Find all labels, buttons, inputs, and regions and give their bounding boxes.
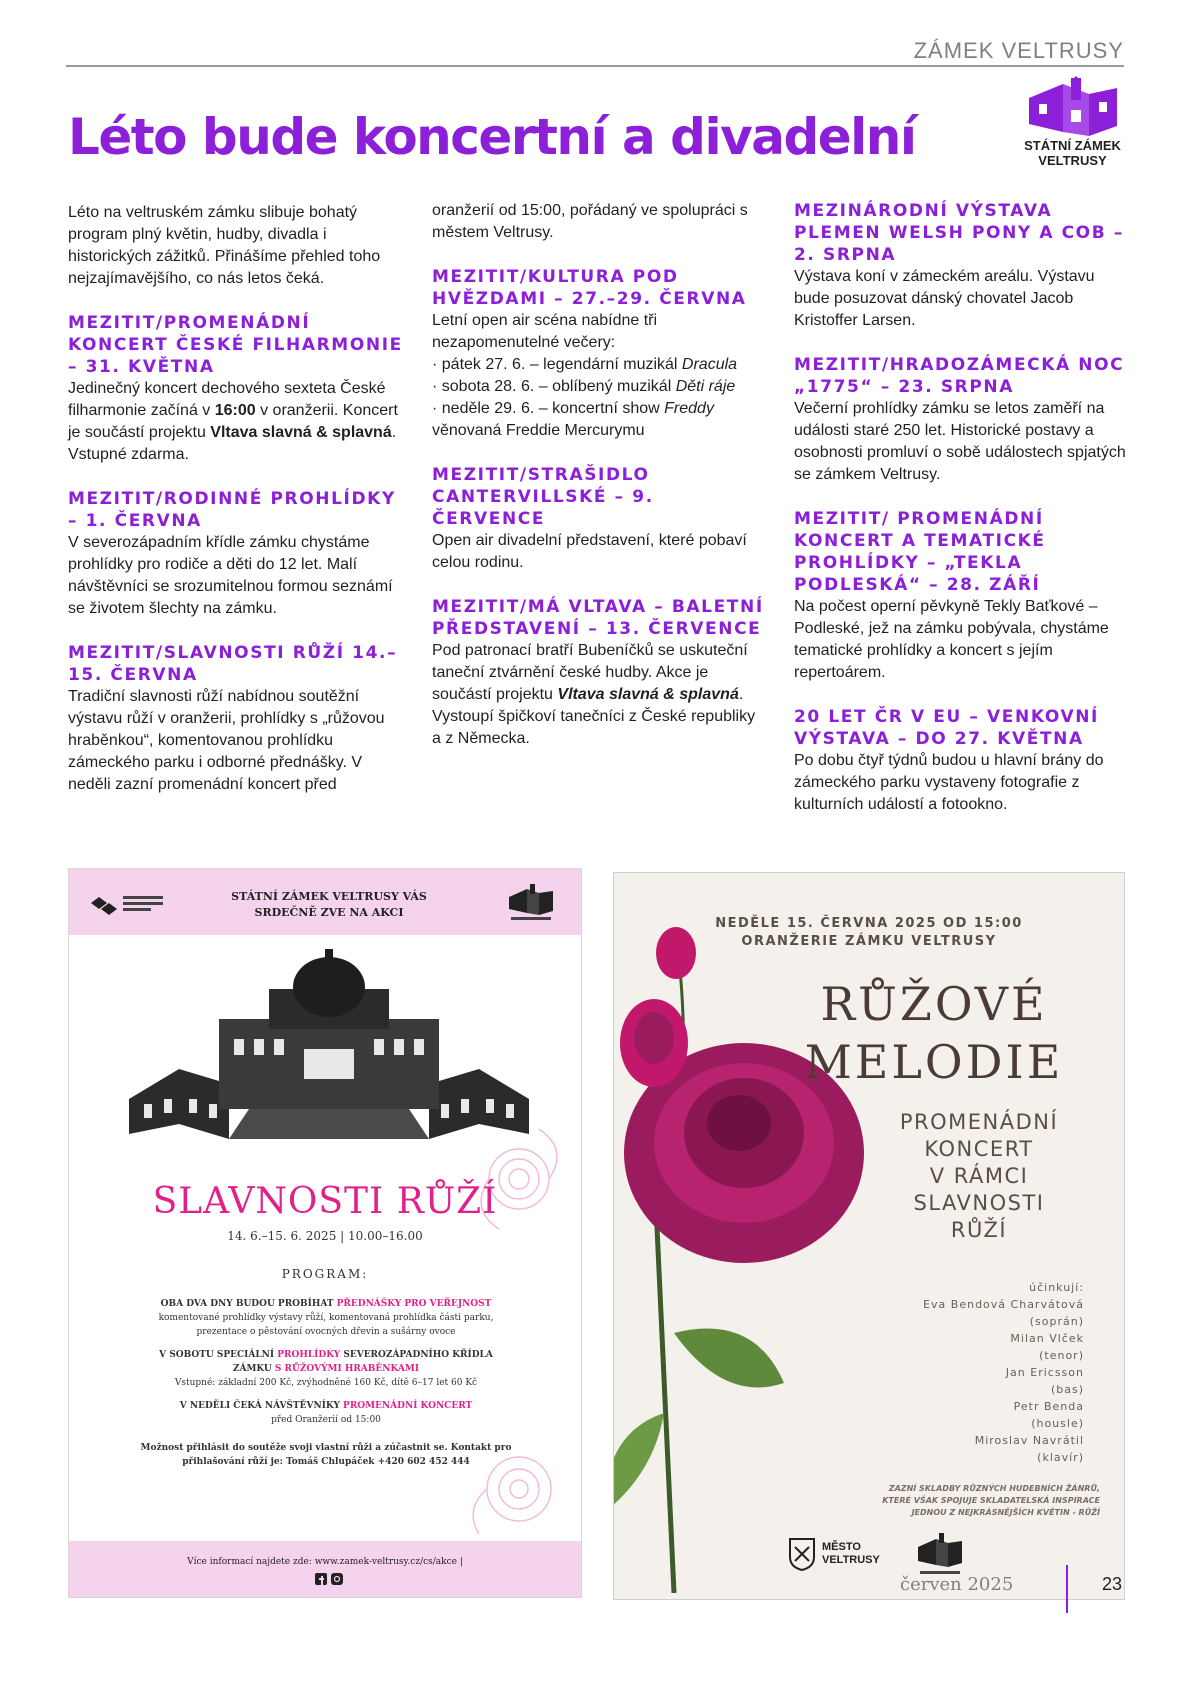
poster-title: SLAVNOSTI RŮŽÍ [152, 1181, 498, 1222]
section-text: Po dobu čtyř týdnů budou u hlavní brány do zámeckého parku vystaveny fotografie z kulturních událostí a fotookno. [794, 752, 1104, 813]
poster-invitation: STÁTNÍ ZÁMEK VELTRUSY VÁS SRDEČNĚ ZVE NA AKCI [231, 890, 427, 919]
poster-performers: účinkují: Eva Bendová Charvátová (soprán) Milan Vlček (tenor) Jan Ericsson (bas) Petr Benda (housle) Miroslav Navrátil (klavír) [923, 1281, 1084, 1464]
mesto-veltrusy-logo: MĚSTO VELTRUSY [788, 1533, 888, 1577]
page-title: Léto bude koncertní a divadelní [68, 108, 916, 166]
logo-line-1: STÁTNÍ ZÁMEK [1024, 138, 1121, 153]
poster-program-label: PROGRAM: [281, 1267, 369, 1281]
poster-title: RŮŽOVÉ MELODIE [804, 977, 1064, 1089]
article-column-1 [68, 202, 403, 796]
poster-note: ZAZNÍ SKLADBY RŮZNÝCH HUDEBNÍCH ŽÁNRŮ, KTERÉ VŠAK SPOJUJE SKLADATELSKÁ INSPIRACE JEDNOU Z NEJKRÁSNĚJŠÍCH KVĚTIN - RŮŽÍ [882, 1484, 1100, 1517]
footer-divider [1066, 1565, 1068, 1613]
poster-date: NEDĚLE 15. ČERVNA 2025 OD 15:00 ORANŽERIE ZÁMKU VELTRUSY [715, 916, 1023, 949]
section-heading: 20 LET ČR V EU – VENKOVNÍ VÝSTAVA – DO 27. KVĚTNA [794, 707, 1099, 749]
castle-logo-icon [501, 881, 561, 923]
poster-subtitle: PROMENÁDNÍ KONCERT V RÁMCI SLAVNOSTI RŮŽÍ [899, 1110, 1059, 1242]
section-text: Výstava koní v zámeckém areálu. Výstavu bude posuzovat dánský chovatel Jacob Kristoffer Larsen. [794, 268, 1095, 329]
page-number: 23 [1102, 1574, 1123, 1594]
section-text: Letní open air scéna nabídne tři nezapomenutelné večery: [432, 312, 658, 351]
section-text: oranžerií od 15:00, pořádaný ve spolupráci s městem Veltrusy. [432, 202, 748, 241]
castle-logo-icon [1023, 76, 1123, 138]
section-heading: MEZITIT/HRADOZÁMECKÁ NOC „1775“ – 23. SRPNA [794, 355, 1125, 397]
section-heading: MEZITIT/MÁ VLTAVA – BALETNÍ PŘEDSTAVENÍ – 13. ČERVENCE [432, 597, 764, 639]
article-column-2 [432, 200, 767, 750]
section-heading: MEZITIT/SLAVNOSTI RŮŽÍ 14.–15. ČERVNA [68, 643, 398, 685]
section-heading: MEZINÁRODNÍ VÝSTAVA PLEMEN WELSH PONY A COB – 2. SRPNA [794, 201, 1124, 265]
instagram-icon [331, 1573, 343, 1585]
section-heading: MEZITIT/RODINNÉ PROHLÍDKY – 1. ČERVNA [68, 489, 396, 531]
poster-bottom-band [69, 1541, 581, 1597]
npu-logo-icon [87, 889, 167, 919]
section-text: Večerní prohlídky zámku se letos zaměří na události staré 250 let. Historické postavy a osobnosti promluví o sobě událostech spjatých se zámkem Veltrusy. [794, 400, 1126, 483]
poster-ruzove-melodie [613, 872, 1125, 1600]
social-icons [315, 1573, 343, 1588]
section-text: Jedinečný koncert dechového sexteta České filharmonie začíná v 16:00 v oranžerii. Koncert je součástí projektu Vltava slavná & splavná. Vstupné zdarma. [68, 380, 398, 463]
section-text: Tradiční slavnosti růží nabídnou soutěžní výstavu růží v oranžerii, prohlídky s „růžovou hraběnkou“, komentovanou prohlídku zámeckého parku i odborné přednášky. V neděli zazní promenádní koncert před [68, 688, 385, 793]
facebook-icon [315, 1573, 327, 1585]
castle-logo-icon [910, 1529, 970, 1579]
statni-zamek-logo [1010, 76, 1135, 168]
section-heading: MEZITIT/STRAŠIDLO CANTERVILLSKÉ – 9. ČERVENCE [432, 465, 654, 529]
section-text: Na počest operní pěvkyně Tekly Baťkové – Podleské, jež na zámku pobývala, chystáme tematické prohlídky a koncert s jejím repertoárem. [794, 598, 1109, 681]
poster-slavnosti-ruzi [68, 868, 582, 1598]
header-label: ZÁMEK VELTRUSY [913, 38, 1124, 63]
header-divider [66, 65, 1124, 67]
section-heading: MEZITIT/PROMENÁDNÍ KONCERT ČESKÉ FILHARMONIE – 31. KVĚTNA [68, 313, 403, 377]
article-column-3 [794, 200, 1129, 816]
section-text: Open air divadelní představení, které pobaví celou rodinu. [432, 532, 747, 571]
section-heading: MEZITIT/KULTURA POD HVĚZDAMI – 27.–29. ČERVNA [432, 267, 747, 309]
footer-issue: červen 2025 [900, 1574, 1014, 1595]
poster-date: 14. 6.–15. 6. 2025 | 10.00–16.00 [227, 1229, 423, 1243]
poster-more-info: Více informací najdete zde: www.zamek-veltrusy.cz/cs/akce | [187, 1557, 463, 1567]
logo-line-2: VELTRUSY [1038, 153, 1107, 168]
poster-program: OBA DVA DNY BUDOU PROBÍHAT PŘEDNÁŠKY PRO VEŘEJNOST komentované prohlídky výstavy růží, komentovaná prohlídka části parku, prezentace o pěstování ovocných dřevin a sušárny ovoce V SOBOTU SPECIÁLNÍ PROHLÍDKY SEVEROZÁPADNÍHO KŘÍDLA ZÁMKU S RŮŽOVÝMI HRABĚNKAMI Vstupné: základní 200 Kč, zvýhodněné 160 Kč, dítě 6–17 let 60 Kč V NEDĚLI ČEKÁ NÁVŠTĚVNÍKY PROMENÁDNÍ KONCERT před Oranžerií od 15:00 Možnost přihlásit do soutěže svoji vlastní růži a zúčastnit se. Kontakt pro přihlašování růží je: Tomáš Chlupáček +420 602 452 444 [140, 1299, 512, 1467]
intro-paragraph: Léto na veltruském zámku slibuje bohatý program plný květin, hudby, divadla i historických zážitků. Přinášíme přehled toho nejzajímavějšího, co nás letos čeká. [68, 204, 381, 287]
city-crest-icon [788, 1537, 816, 1571]
list-item: · pátek 27. 6. – legendární muzikál Dracula [432, 356, 738, 373]
list-item: · neděle 29. 6. – koncertní show Freddy věnovaná Freddie Mercurymu [432, 400, 714, 439]
section-text: Pod patronací bratří Bubeníčků se uskuteční taneční ztvárnění české hudby. Akce je součástí projektu Vltava slavná & splavná. Vystoupí špičkoví tanečníci z České republiky a z Německa. [432, 642, 756, 747]
section-text: V severozápadním křídle zámku chystáme prohlídky pro rodiče a děti do 12 let. Malí návštěvníci se srozumitelnou formou seznámí se životem šlechty na zámku. [68, 534, 393, 617]
list-item: · sobota 28. 6. – oblíbený muzikál Děti ráje [432, 378, 736, 395]
section-heading: MEZITIT/ PROMENÁDNÍ KONCERT A TEMATICKÉ PROHLÍDKY – „TEKLA PODLESKÁ“ – 28. ZÁŘÍ [794, 509, 1046, 595]
